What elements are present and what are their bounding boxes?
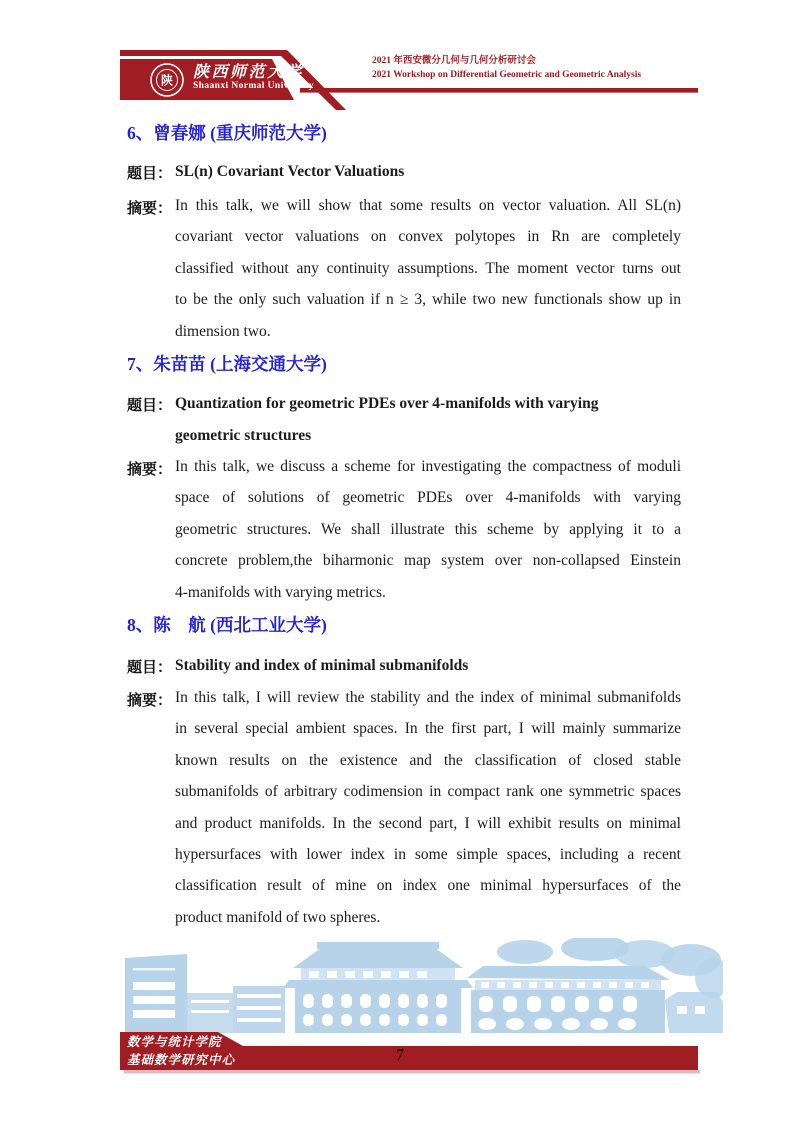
abstract-label: 摘要：: [127, 693, 173, 709]
section-heading-8: 8、陈 航 (西北工业大学): [127, 615, 327, 635]
abstract-label: 摘要：: [127, 462, 173, 478]
title-row-6: [127, 162, 681, 188]
title-label: 题目：: [127, 166, 173, 182]
abstract-row-8: [127, 688, 681, 933]
footer-org-line2: 基础数学研究中心: [127, 1053, 236, 1067]
university-name-cn: 陕西师范大学: [193, 64, 305, 81]
talk-title-7: Quantization for geometric PDEs over 4-manifolds with varying geometric structures: [175, 395, 599, 444]
university-seal-icon: [149, 62, 185, 98]
event-title-cn: 2021 年西安微分几何与几何分析研讨会: [372, 56, 536, 66]
section-heading-7: 7、朱苗苗 (上海交通大学): [127, 354, 327, 374]
abstract-text-7: In this talk, we discuss a scheme for investigating the compactness of moduli space of solutions of geometric PDEs over 4-manifolds with varying geometric structures. We shall illustrate this scheme by applying it to a concrete problem,the biharmonic map system over non-collapsed Einstein 4-manifolds with varying metrics.: [175, 458, 681, 601]
title-row-7: [127, 394, 681, 451]
footer-org-line1: 数学与统计学院: [127, 1035, 222, 1049]
talk-title-6: SL(n) Covariant Vector Valuations: [175, 163, 405, 180]
abstract-row-6: [127, 196, 681, 347]
abstract-label: 摘要：: [127, 201, 173, 217]
event-title-en: 2021 Workshop on Differential Geometric and Geometric Analysis: [372, 70, 642, 80]
svg-text:陕: 陕: [160, 73, 174, 88]
header-event-title: [372, 54, 641, 82]
abstract-text-6: In this talk, we will show that some results on vector valuation. All SL(n) covariant vector valuations on convex polytopes in Rn are completely classified without any continuity assumptions. The moment vector turns out to be the only such valuation if n ≥ 3, while two new functionals show up in dimension two.: [175, 197, 681, 340]
talk-title-8: Stability and index of minimal submanifolds: [175, 657, 469, 674]
abstract-text-8: In this talk, I will review the stability and the index of minimal submanifolds in several special ambient spaces. In the first part, I will mainly summarize known results on the existence and the classification of closed stable submanifolds of arbitrary codimension in compact rank one symmetric spaces and product manifolds. In the second part, I will exhibit results on minimal hypersurfaces with lower index in some simple spaces, including a recent classification result of mine on index one minimal hypersurfaces of the product manifold of two spheres.: [175, 689, 681, 926]
title-label: 题目：: [127, 398, 173, 414]
university-name-en: Shaanxi Normal University: [193, 81, 314, 91]
title-row-8: [127, 656, 681, 682]
campus-sketch: [125, 938, 723, 1035]
abstract-row-7: [127, 457, 681, 608]
title-label: 题目：: [127, 660, 173, 676]
page-number: 7: [396, 1047, 404, 1064]
section-heading-6: 6、曾春娜 (重庆师范大学): [127, 123, 327, 143]
